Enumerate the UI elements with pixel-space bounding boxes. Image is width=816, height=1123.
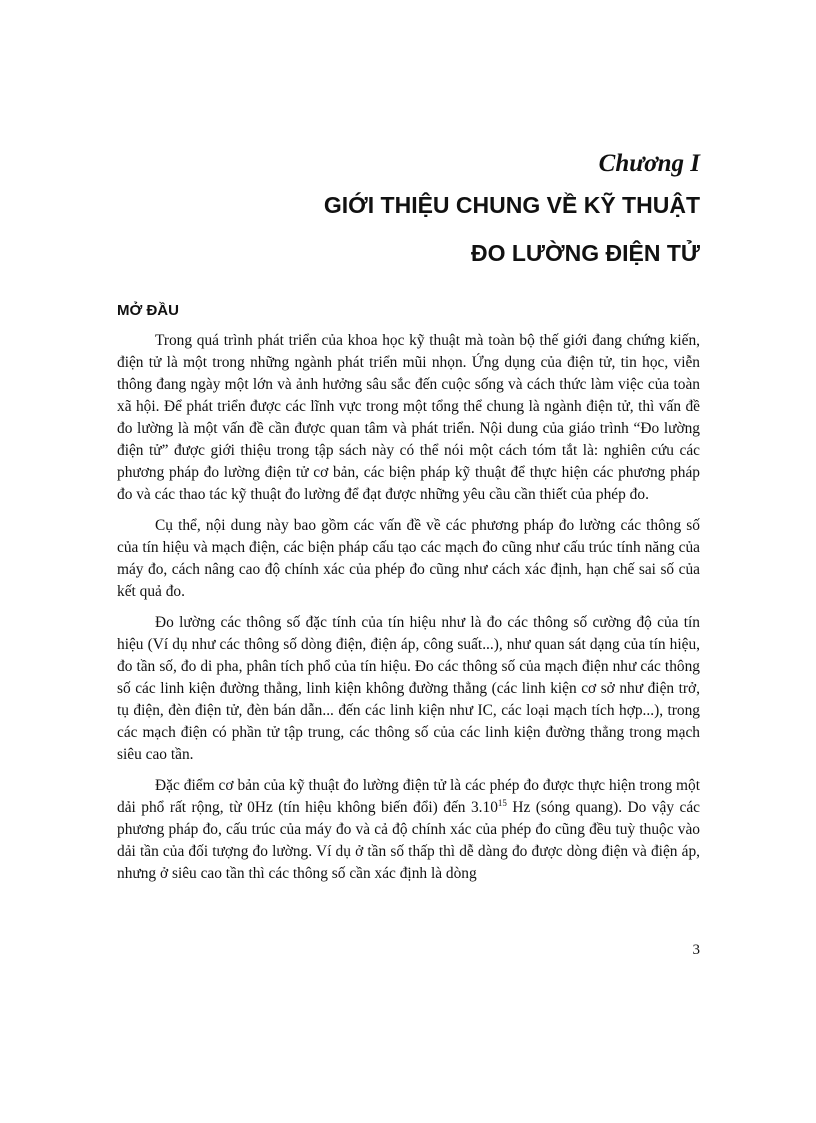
page-number: 3: [692, 942, 700, 958]
paragraph-4-part-2: Hz (sóng quang). Do vậy các phương pháp đo, cấu trúc của máy đo và cả độ chính xác của phép đo cũng đều tuỳ thuộc vào dải tần của đối tượng đo lường. Ví dụ ở tần số thấp thì dễ dàng đo được dòng điện và điện áp, nhưng ở siêu cao tần thì các thông số cần xác định là dòng: [117, 799, 700, 882]
chapter-title-line-2: ĐO LƯỜNG ĐIỆN TỬ: [470, 240, 700, 266]
chapter-label: Chương I: [598, 150, 700, 177]
paragraph-1: Trong quá trình phát triển của khoa học kỹ thuật mà toàn bộ thế giới đang chứng kiến, điện tử là một trong những ngành phát triển mũi nhọn. Ứng dụng của điện tử, tin học, viễn thông đang ngày một lớn và ảnh hưởng sâu sắc đến cuộc sống và cách thức làm việc của toàn xã hội. Để phát triển được các lĩnh vực trong một tổng thể chung là ngành điện tử, thì vấn đề đo lường là một vấn đề cần được quan tâm và phát triển. Nội dung của giáo trình “Đo lường điện tử” được giới thiệu trong tập sách này có thể nói một cách tóm tắt là: nghiên cứu các phương pháp đo lường điện tử cơ bản, các biện pháp kỹ thuật để thực hiện các phương pháp đo và các thao tác kỹ thuật đo lường để đạt được những yêu cầu cần thiết của phép đo.: [117, 332, 700, 503]
paragraph-4-part-1: Đặc điểm cơ bản của kỹ thuật đo lường điện tử là các phép đo được thực hiện trong một dải phổ rất rộng, từ 0Hz (tín hiệu không biến đổi) đến 3.10: [117, 777, 700, 816]
paragraph-2: Cụ thể, nội dung này bao gồm các vấn đề về các phương pháp đo lường các thông số của tín hiệu và mạch điện, các biện pháp cấu tạo các mạch đo cũng như cấu trúc tính năng của máy đo, cách nâng cao độ chính xác của phép đo cũng như cách xác định, hạn chế sai số của kết quả đo.: [117, 517, 700, 600]
chapter-title-line-1: GIỚI THIỆU CHUNG VỀ KỸ THUẬT: [323, 192, 700, 218]
section-heading: MỞ ĐẦU: [117, 302, 179, 319]
paragraph-4: [117, 775, 700, 885]
paragraph-3: Đo lường các thông số đặc tính của tín hiệu như là đo các thông số cường độ của tín hiệu (Ví dụ như các thông số dòng điện, điện áp, công suất...), như quan sát dạng của tín hiệu, đo tần số, đo di pha, phân tích phổ của tín hiệu. Đo các thông số của mạch điện như các thông số các linh kiện đường thẳng, linh kiện không đường thẳng (các linh kiện cơ sở như điện trở, tụ điện, đèn điện tử, đèn bán dẫn... đến các linh kiện như IC, các loại mạch tích hợp...), trong các mạch điện có phần tử tập trung, các thông số của các linh kiện đường thẳng trong mạch siêu cao tần.: [117, 614, 700, 763]
exponent: 15: [497, 797, 507, 808]
body-text: [117, 330, 700, 894]
